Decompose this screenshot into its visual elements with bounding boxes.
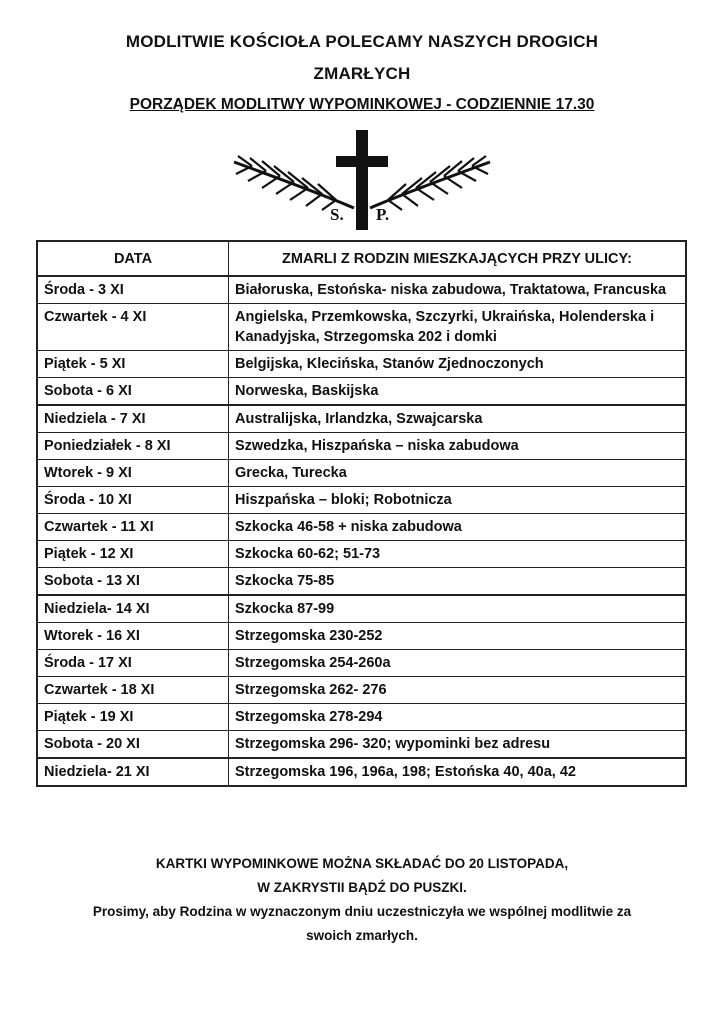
row-date: Piątek - 12 XI xyxy=(37,541,229,568)
row-streets: Strzegomska 196, 196a, 198; Estońska 40, 40a, 42 xyxy=(229,758,687,786)
row-date: Wtorek - 16 XI xyxy=(37,623,229,650)
row-date: Niedziela - 7 XI xyxy=(37,405,229,433)
schedule-table xyxy=(36,240,687,787)
table-row xyxy=(37,405,686,433)
row-streets: Angielska, Przemkowska, Szczyrki, Ukraińska, Holenderska i Kanadyjska, Strzegomska 202 i domki xyxy=(229,304,687,351)
row-date: Środa - 10 XI xyxy=(37,487,229,514)
table-row xyxy=(37,514,686,541)
row-date: Czwartek - 11 XI xyxy=(37,514,229,541)
row-date: Sobota - 20 XI xyxy=(37,731,229,759)
row-streets: Belgijska, Klecińska, Stanów Zjednoczonych xyxy=(229,351,687,378)
row-streets: Szkocka 87-99 xyxy=(229,595,687,623)
row-streets: Strzegomska 262- 276 xyxy=(229,677,687,704)
row-date: Poniedziałek - 8 XI xyxy=(37,433,229,460)
emblem-letters: S. xyxy=(330,205,344,224)
table-row xyxy=(37,758,686,786)
table-row xyxy=(37,378,686,406)
table-row xyxy=(37,433,686,460)
table-row xyxy=(37,568,686,596)
table-row xyxy=(37,487,686,514)
table-row xyxy=(37,704,686,731)
footer-notice-line2: W ZAKRYSTII BĄDŹ DO PUSZKI. xyxy=(257,880,467,895)
row-date: Czwartek - 18 XI xyxy=(37,677,229,704)
page-title-line1: MODLITWIE KOŚCIOŁA POLECAMY NASZYCH DROGICH xyxy=(125,32,599,51)
row-date: Niedziela- 14 XI xyxy=(37,595,229,623)
table-row xyxy=(37,304,686,351)
row-streets: Szkocka 60-62; 51-73 xyxy=(229,541,687,568)
row-streets: Szkocka 46-58 + niska zabudowa xyxy=(229,514,687,541)
table-row xyxy=(37,541,686,568)
table-row xyxy=(37,623,686,650)
footer-request-line1: Prosimy, aby Rodzina w wyznaczonym dniu uczestniczyła we wspólnej modlitwie za xyxy=(92,904,632,919)
row-streets: Strzegomska 254-260a xyxy=(229,650,687,677)
table-row xyxy=(37,650,686,677)
table-row xyxy=(37,460,686,487)
row-date: Niedziela- 21 XI xyxy=(37,758,229,786)
row-streets: Strzegomska 278-294 xyxy=(229,704,687,731)
row-streets: Białoruska, Estońska- niska zabudowa, Traktatowa, Francuska xyxy=(229,276,687,304)
row-streets: Strzegomska 296- 320; wypominki bez adresu xyxy=(229,731,687,759)
column-header-streets: ZMARLI Z RODZIN MIESZKAJĄCYCH PRZY ULICY: xyxy=(229,241,687,276)
row-date: Sobota - 13 XI xyxy=(37,568,229,596)
row-date: Piątek - 5 XI xyxy=(37,351,229,378)
table-row xyxy=(37,731,686,759)
row-date: Sobota - 6 XI xyxy=(37,378,229,406)
row-streets: Szwedzka, Hiszpańska – niska zabudowa xyxy=(229,433,687,460)
row-streets: Hiszpańska – bloki; Robotnicza xyxy=(229,487,687,514)
row-streets: Norweska, Baskijska xyxy=(229,378,687,406)
row-streets: Strzegomska 230-252 xyxy=(229,623,687,650)
row-date: Piątek - 19 XI xyxy=(37,704,229,731)
row-streets: Australijska, Irlandzka, Szwajcarska xyxy=(229,405,687,433)
footer-request-line2: swoich zmarłych. xyxy=(306,928,418,943)
row-date: Środa - 3 XI xyxy=(37,276,229,304)
page-subtitle: PORZĄDEK MODLITWY WYPOMINKOWEJ - CODZIENNIE 17.30 xyxy=(129,96,595,113)
table-row xyxy=(37,677,686,704)
column-header-date: DATA xyxy=(37,241,229,276)
footer-notice-line1: KARTKI WYPOMINKOWE MOŻNA SKŁADAĆ DO 20 LISTOPADA, xyxy=(155,856,569,871)
row-streets: Grecka, Turecka xyxy=(229,460,687,487)
page-title-line2: ZMARŁYCH xyxy=(313,64,411,83)
row-date: Środa - 17 XI xyxy=(37,650,229,677)
table-row xyxy=(37,595,686,623)
row-streets: Szkocka 75-85 xyxy=(229,568,687,596)
svg-text:P.: P. xyxy=(376,205,390,224)
table-row xyxy=(37,276,686,304)
table-row xyxy=(37,351,686,378)
cross-with-palm-branches-icon xyxy=(226,126,498,234)
row-date: Czwartek - 4 XI xyxy=(37,304,229,351)
table-header-row xyxy=(37,241,686,276)
row-date: Wtorek - 9 XI xyxy=(37,460,229,487)
